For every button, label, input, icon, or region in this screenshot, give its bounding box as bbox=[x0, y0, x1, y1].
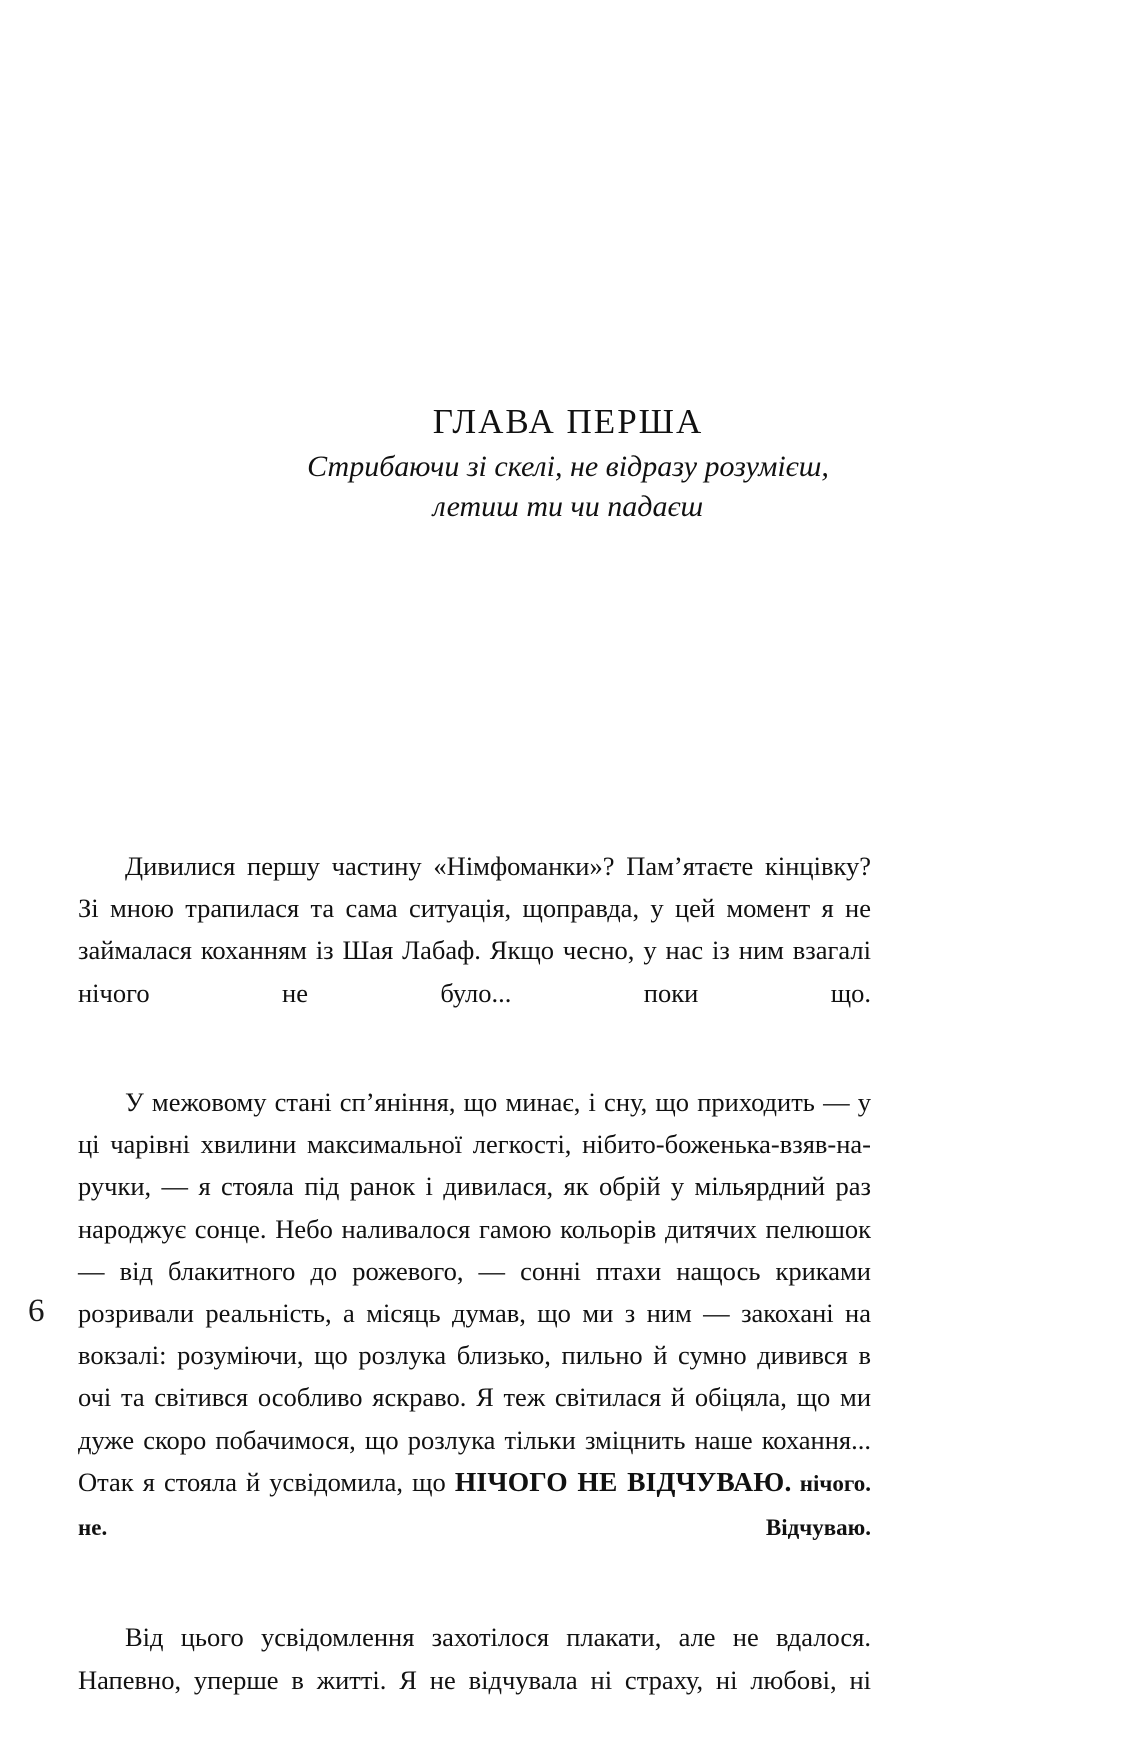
page-number: 6 bbox=[28, 1293, 45, 1329]
chapter-subtitle-line-2: летиш ти чи падаєш bbox=[432, 490, 704, 523]
body-text-column bbox=[78, 845, 871, 1743]
paragraph-2-emphasis-small: нічого. не. Відчуваю. bbox=[78, 1470, 871, 1541]
chapter-subtitle bbox=[68, 447, 1068, 527]
paragraph-2-text: У межовому стані сп’яніння, що минає, і сну, що приходить — у ці чарівні хвилини максимальної легкості, нібито-боженька-взяв-на-ручки, — я стояла під ранок і дивилася, як обрій у мільярдний раз народжує сонце. Небо наливалося гамою кольорів дитячих пелюшок — від блакитного до рожевого, — сонні птахи нащось криками розривали реальність, а місяць думав, що ми з ним — закохані на вокзалі: розуміючи, що розлука близько, пильно й сумно дивився в очі та світився особливо яскраво. Я теж світилася й обіцяла, що ми дуже скоро побачимося, що розлука тільки зміцнить наше кохання... Отак я стояла й усвідомила, що bbox=[78, 1087, 871, 1497]
chapter-title: ГЛАВА ПЕРША bbox=[432, 402, 704, 441]
paragraph-2 bbox=[78, 1081, 871, 1591]
paragraph-3-text: Від цього усвідомлення захотілося плакати, але не вдалося. Напевно, уперше в житті. Я не відчувала ні страху, ні любові, ні bbox=[78, 1622, 871, 1695]
chapter-heading-block bbox=[78, 400, 1068, 527]
paragraph-1 bbox=[78, 845, 871, 1056]
paragraph-3 bbox=[78, 1616, 871, 1743]
chapter-subtitle-line-1: Стрибаючи зі скелі, не відразу розумієш, bbox=[307, 450, 829, 483]
paragraph-2-emphasis-caps: НІЧОГО НЕ ВІДЧУВАЮ. bbox=[454, 1465, 792, 1497]
paragraph-1-text: Дивилися першу частину «Німфоманки»? Пам’ятаєте кінцівку? Зі мною трапилася та сама ситуація, щоправда, у цей момент я не займалася коханням із Шая Лабаф. Якщо чесно, у нас із ним взагалі нічого не було... поки що. bbox=[78, 851, 871, 1008]
